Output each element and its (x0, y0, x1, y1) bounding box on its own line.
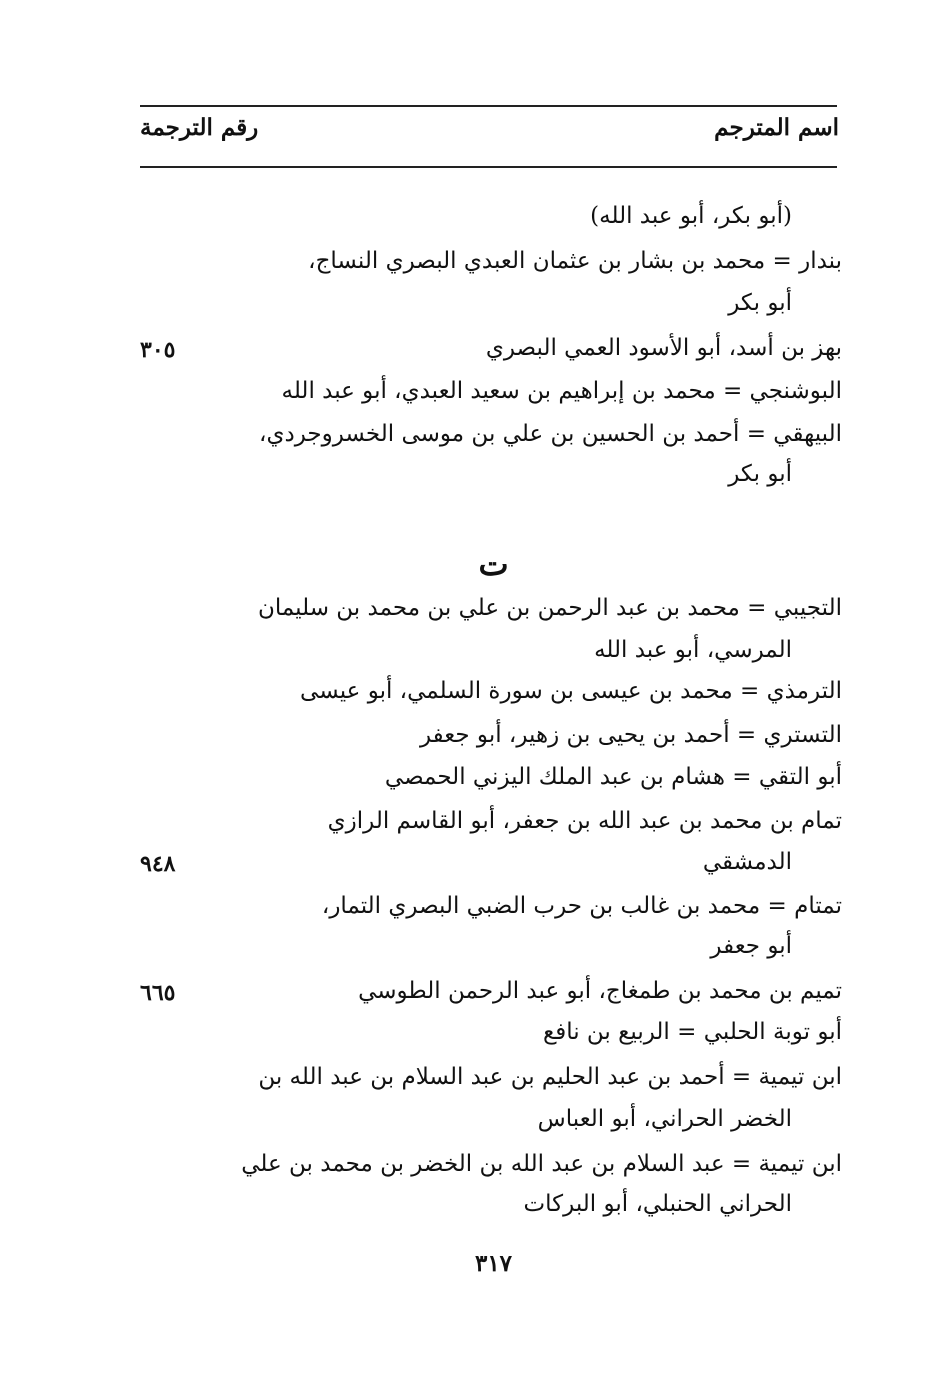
section-letter-heading: ت (478, 545, 509, 583)
index-line: التجيبي = محمد بن عبد الرحمن بن علي بن محمد بن سليمان (257, 595, 842, 621)
index-line: الدمشقي (702, 849, 792, 875)
index-line: بندار = محمد بن بشار بن عثمان العبدي البصري النساج، (308, 248, 842, 274)
index-line: أبو توبة الحلبي = الربيع بن نافع (542, 1019, 842, 1045)
index-line: البوشنجي = محمد بن إبراهيم بن سعيد العبدي، أبو عبد الله (281, 378, 842, 404)
index-line: تميم بن محمد بن طمغاج، أبو عبد الرحمن الطوسي (358, 978, 842, 1004)
index-line: ابن تيمية = أحمد بن عبد الحليم بن عبد السلام بن عبد الله بن (258, 1064, 842, 1090)
index-line: ابن تيمية = عبد السلام بن عبد الله بن الخضر بن محمد بن علي (241, 1151, 842, 1177)
entry-number: ٦٦٥ (140, 980, 176, 1006)
header-bottom-rule (140, 166, 837, 168)
page-number: ٣١٧ (474, 1250, 513, 1277)
index-line: المرسي، أبو عبد الله (594, 637, 792, 663)
index-line: أبو التقي = هشام بن عبد الملك اليزني الحمصي (384, 764, 842, 790)
index-line: الحراني الحنبلي، أبو البركات (523, 1191, 792, 1217)
index-line: تمام بن محمد بن عبد الله بن جعفر، أبو القاسم الرازي (327, 808, 842, 834)
index-line: التستري = أحمد بن يحيى بن زهير، أبو جعفر (419, 722, 842, 748)
index-line: (أبو بكر، أبو عبد الله) (590, 203, 792, 229)
header-top-rule (140, 105, 837, 107)
index-line: تمتام = محمد بن غالب بن حرب الضبي البصري التمار، (321, 893, 842, 919)
index-line: أبو جعفر (710, 933, 792, 959)
entry-number: ٣٠٥ (140, 337, 176, 363)
index-line: الخضر الحراني، أبو العباس (537, 1106, 792, 1132)
column-header-translated-name: اسم المترجم (714, 114, 839, 141)
entry-number: ٩٤٨ (140, 851, 176, 877)
column-header-entry-number: رقم الترجمة (140, 114, 259, 141)
index-line: الترمذي = محمد بن عيسى بن سورة السلمي، أبو عيسى (300, 678, 842, 704)
index-line: أبو بكر (728, 290, 792, 316)
index-line: البيهقي = أحمد بن الحسين بن علي بن موسى الخسروجردي، (259, 421, 842, 447)
index-line: بهز بن أسد، أبو الأسود العمي البصري (485, 335, 842, 361)
index-line: أبو بكر (728, 461, 792, 487)
